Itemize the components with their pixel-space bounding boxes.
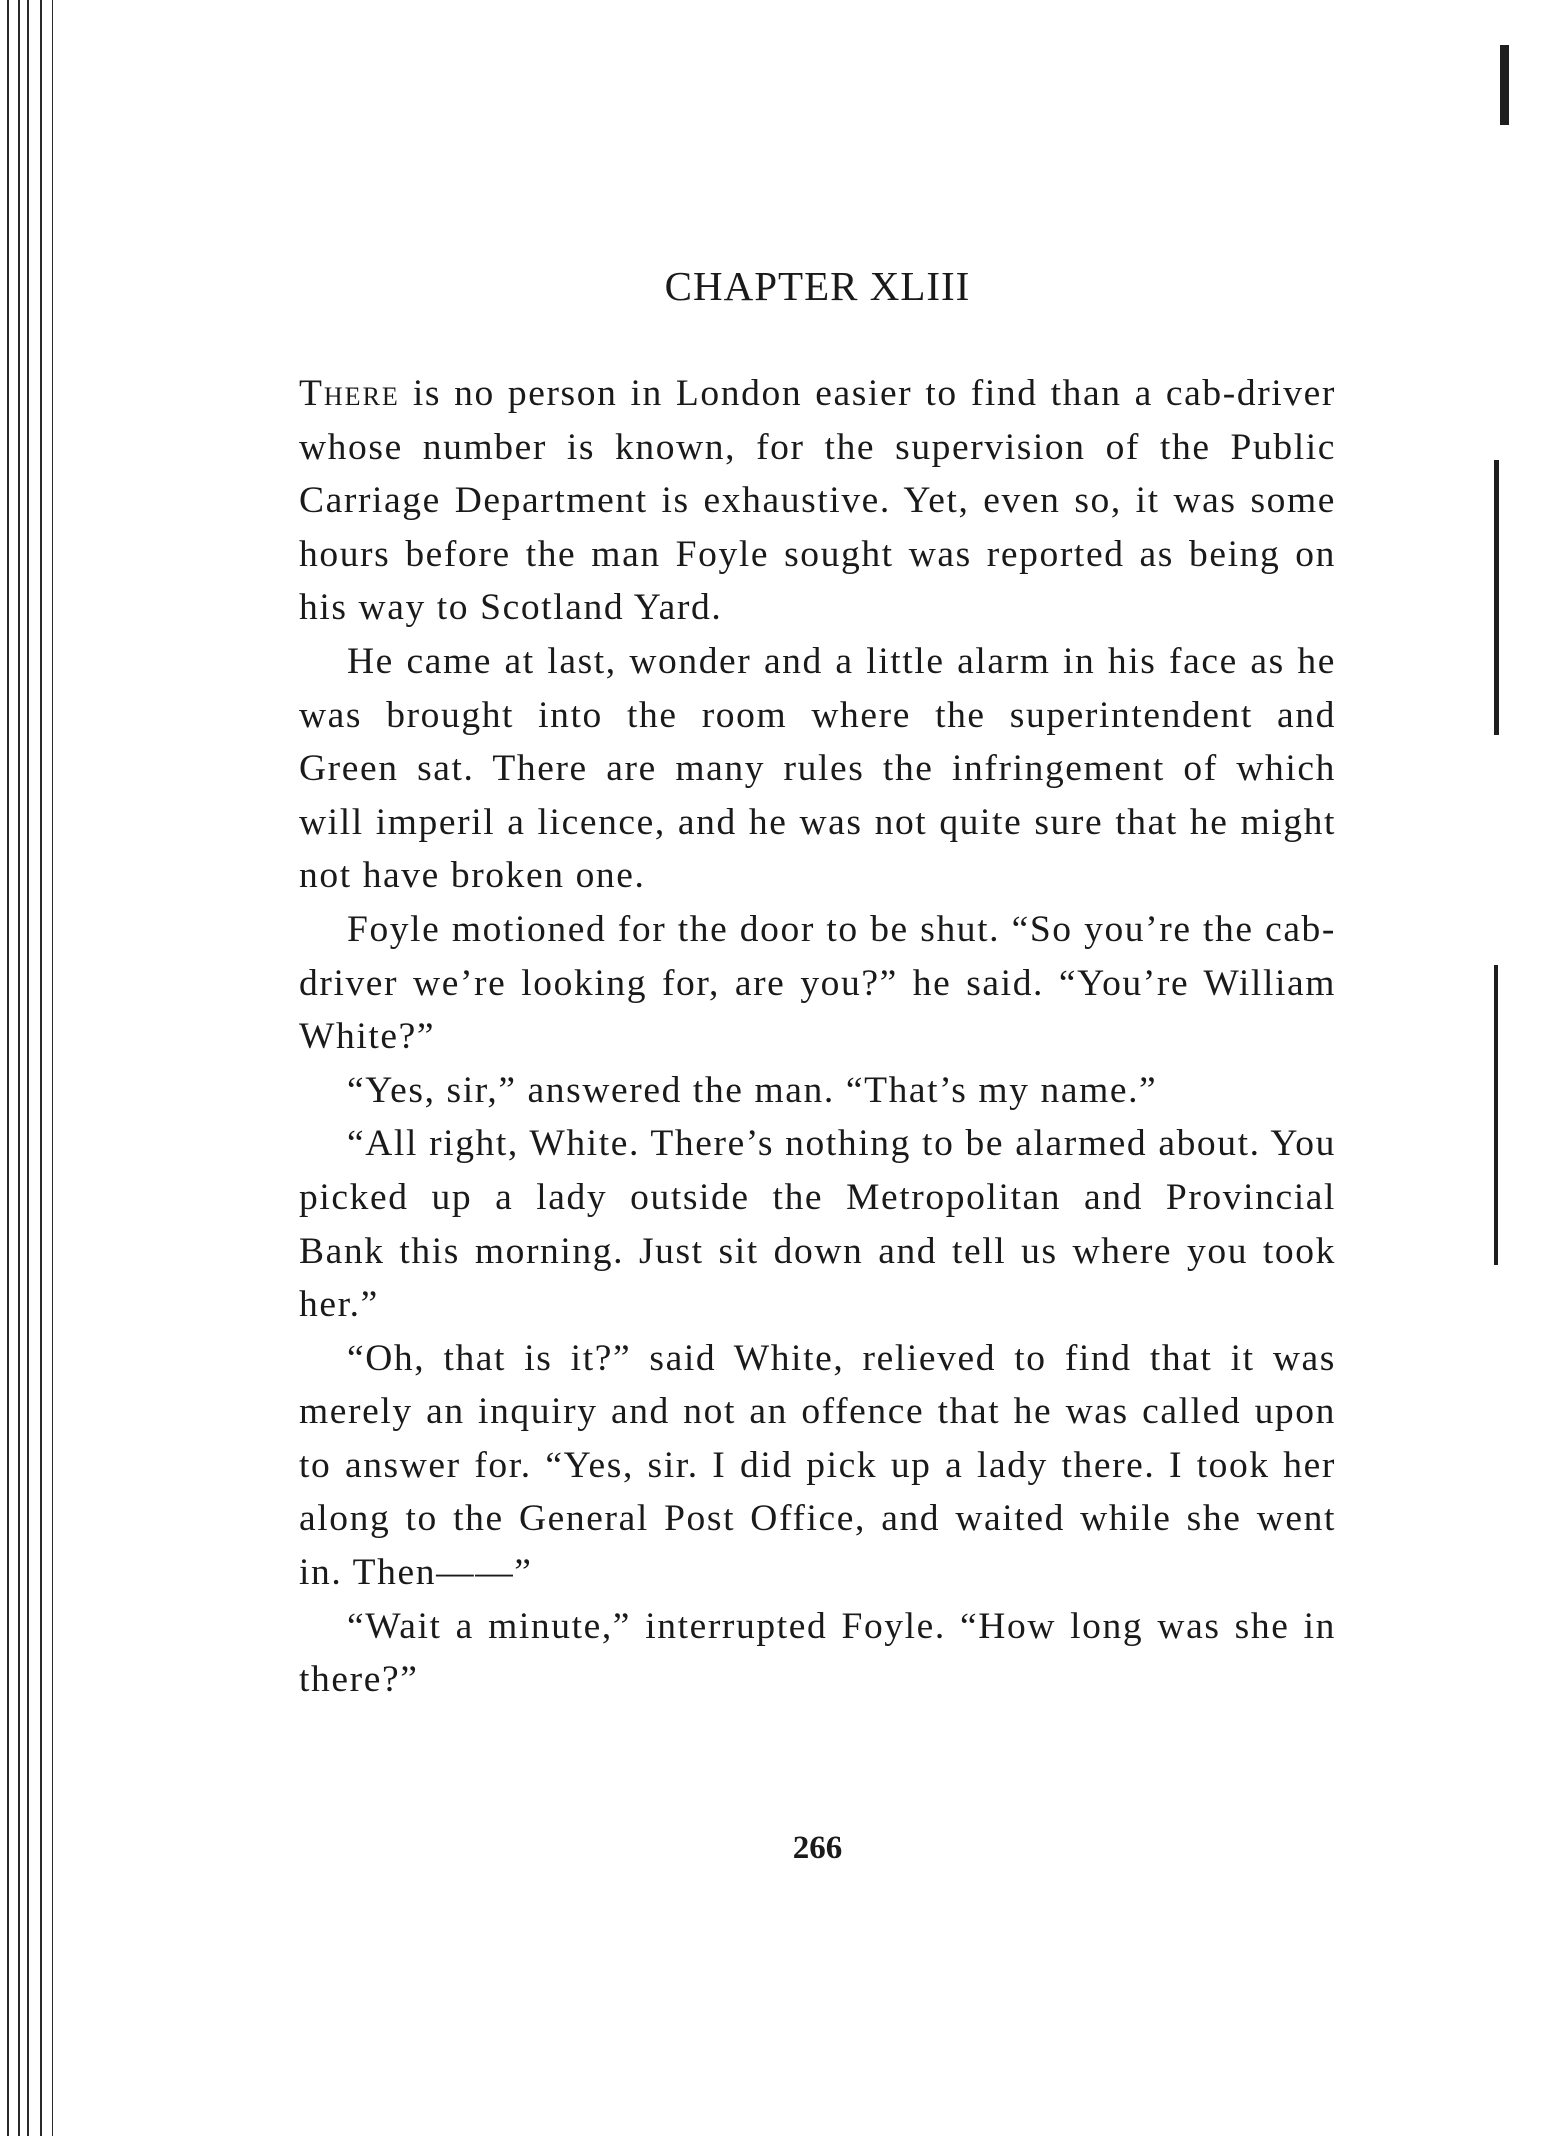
paragraph-text: is no person in London easier to find than a cab-driver whose number is known, for the supervision of the Public Carriage Department is exhaustive. Yet, even so, it was some hours before the man Foyle sought was reported as being on his way to Scotland Yard. (299, 373, 1336, 629)
paragraph: “Wait a minute,” interrupted Foyle. “How long was she in there?” (299, 1605, 1336, 1701)
binding-gutter-line (27, 0, 29, 2136)
scan-mark (1494, 460, 1499, 735)
scan-mark (1500, 45, 1509, 125)
paragraph (299, 367, 1336, 635)
paragraph: “All right, White. There’s nothing to be alarmed about. You picked up a lady outside the Metropolitan and Provincial Bank this morning. Just sit down and tell us where you took her.” (299, 1123, 1336, 1326)
binding-gutter-line (52, 0, 53, 2136)
page-number: 266 (792, 1830, 843, 1866)
paragraph: “Oh, that is it?” said White, relieved to find that it was merely an inquiry and not an offence that he was called upon to answer for. “Yes, sir. I did pick up a lady there. I took her along to the General Post Office, and waited while she went in. Then——” (299, 1337, 1336, 1594)
binding-gutter-line (40, 0, 42, 2136)
binding-gutter-line (18, 0, 20, 2136)
chapter-heading: CHAPTER XLIII (664, 263, 971, 309)
opening-word: There (299, 373, 400, 414)
paragraph: He came at last, wonder and a little alarm in his face as he was brought into the room where the superintendent and Green sat. There are many rules the infringement of which will imperil a licence, and he was not quite sure that he might not have broken one. (299, 640, 1336, 897)
scan-mark (1494, 965, 1498, 1265)
paragraph: Foyle motioned for the door to be shut. “So you’re the cab-driver we’re looking for, are you?” he said. “You’re William White?” (299, 908, 1336, 1058)
paragraph: “Yes, sir,” answered the man. “That’s my name.” (347, 1069, 1158, 1111)
binding-gutter-line (7, 0, 9, 2136)
chapter-body (299, 367, 1336, 1707)
